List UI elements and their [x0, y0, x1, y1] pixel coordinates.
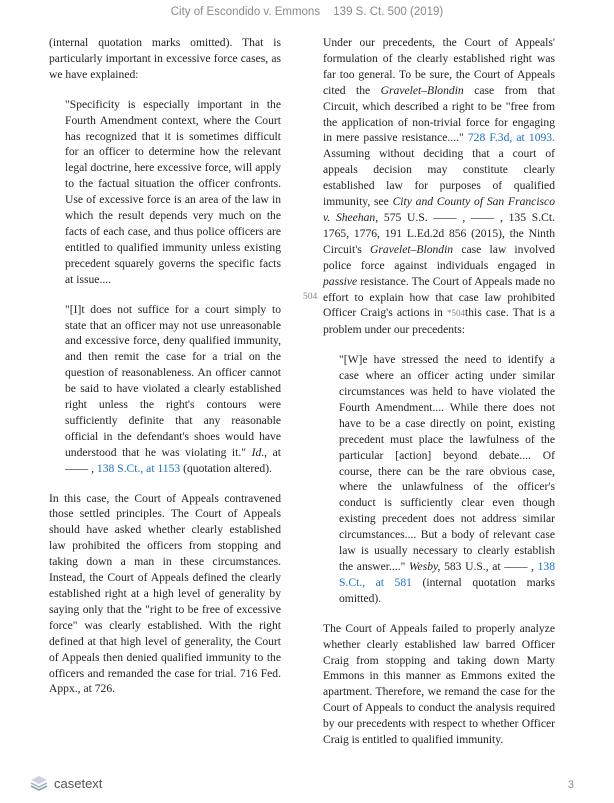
block-quote-2: "[I]t does not suffice for a court simply to state that an officer may not use unreasonable and excessive force, deny qualified immunity, and then remit the case for a trial on the question of reasonableness. An officer cannot be said to have violated a clearly established right unless the right's contours were sufficiently definite that any reasonable official in the defendant's shoes would have understood that he was violating it." Id., at —— , 138 S.Ct., at 1153 (quotation altered). [65, 302, 281, 475]
body-paragraph: Under our precedents, the Court of Appeals' formulation of the clearly established right was far too general. To be sure, the Court of Appeals cited the Gravelet–Blondin case from that Circuit, which described a right to be "free from the application of non-trivial force for engaging in mere passive resistance...." 728 F.3d, at 1093. Assuming without deciding that a court of appeals decision may constitute clearly established law for purposes of qualified immunity, see City and County of San Francisco v. Sheehan, 575 U.S. —— , —— , 135 S.Ct. 1765, 1776, 191 L.Ed.2d 856 (2015), the Ninth Circuit's Gravelet–Blondin case law involved police force against individuals engaged in passive resistance. The Court of Appeals made no effort to explain how that case law prohibited Officer Craig's actions in *504this case. That is a problem under our precedents: [323, 36, 556, 337]
right-column [323, 35, 555, 748]
id-citation: Id [251, 445, 262, 459]
citation-link[interactable]: 138 S.Ct., at 1153 [96, 461, 181, 475]
casetext-brand: casetext [54, 775, 103, 791]
case-name: City of Escondido v. Emmons [170, 6, 321, 18]
star-page-marker: *504 [446, 308, 465, 319]
body-paragraph: In this case, the Court of Appeals contravened those settled principles. The Court of Appeals should have asked whether clearly established law prohibited the officers from stopping and taking down a man in these circumstances. Instead, the Court of Appeals defined the clearly established right at a high level of generality by saying only that the "right to be free of excessive force" was clearly established. With the right defined at that high level of generality, the Court of Appeals then denied qualified immunity to the officers and remanded the case for trial. 716 Fed. Appx., at 726. [49, 491, 281, 696]
page-margin-marker: 504 [303, 292, 318, 302]
casetext-logo[interactable] [30, 775, 102, 791]
block-quote-1: "Specificity is especially important in the Fourth Amendment context, where the Court has recognized that it is sometimes difficult for an officer to determine how the relevant legal doctrine, here excessive force, will apply to the factual situation the officer confronts. Use of excessive force is an area of the law in which the result depends very much on the facts of each case, and thus police officers are entitled to qualified immunity unless existing precedent squarely governs the specific facts at issue.... [65, 97, 281, 286]
page-number: 3 [567, 779, 574, 791]
citation-link[interactable]: 138 S.Ct., at 581 [339, 560, 555, 589]
casetext-logo-icon [30, 775, 48, 791]
body-paragraph: The Court of Appeals failed to properly analyze whether clearly established law barred Officer Craig from stopping and taking down Marty Emmons in this manner as Emmons exited the apartment. Therefore, we remand the case for the Court of Appeals to conduct the analysis required by our precedents with respect to whether Officer Craig is entitled to qualified immunity. [323, 621, 555, 747]
case-citation: 139 S. Ct. 500 (2019) [333, 6, 444, 18]
citation-link[interactable]: 728 F.3d, at 1093. [467, 131, 555, 145]
left-column [49, 35, 281, 697]
block-quote-3: "[W]e have stressed the need to identify a case where an officer acting under similar circumstances was held to have violated the Fourth Amendment.... While there does not have to be a case directly on point, existing precedent must place the lawfulness of the particular [action] beyond debate.... Of course, there can be the rare obvious case, where the unlawfulness of the officer's conduct is sufficiently clear even though existing precedent does not address similar circumstances.... But a body of relevant case law is usually necessary to clearly establish the answer...." Wesby, 583 U.S., at —— , 138 S.Ct., at 581 (internal quotation marks omitted). [339, 353, 555, 605]
intro-paragraph: (internal quotation marks omitted). That is particularly important in excessive force cases, as we have explained: [49, 36, 281, 81]
page-header [0, 6, 614, 18]
